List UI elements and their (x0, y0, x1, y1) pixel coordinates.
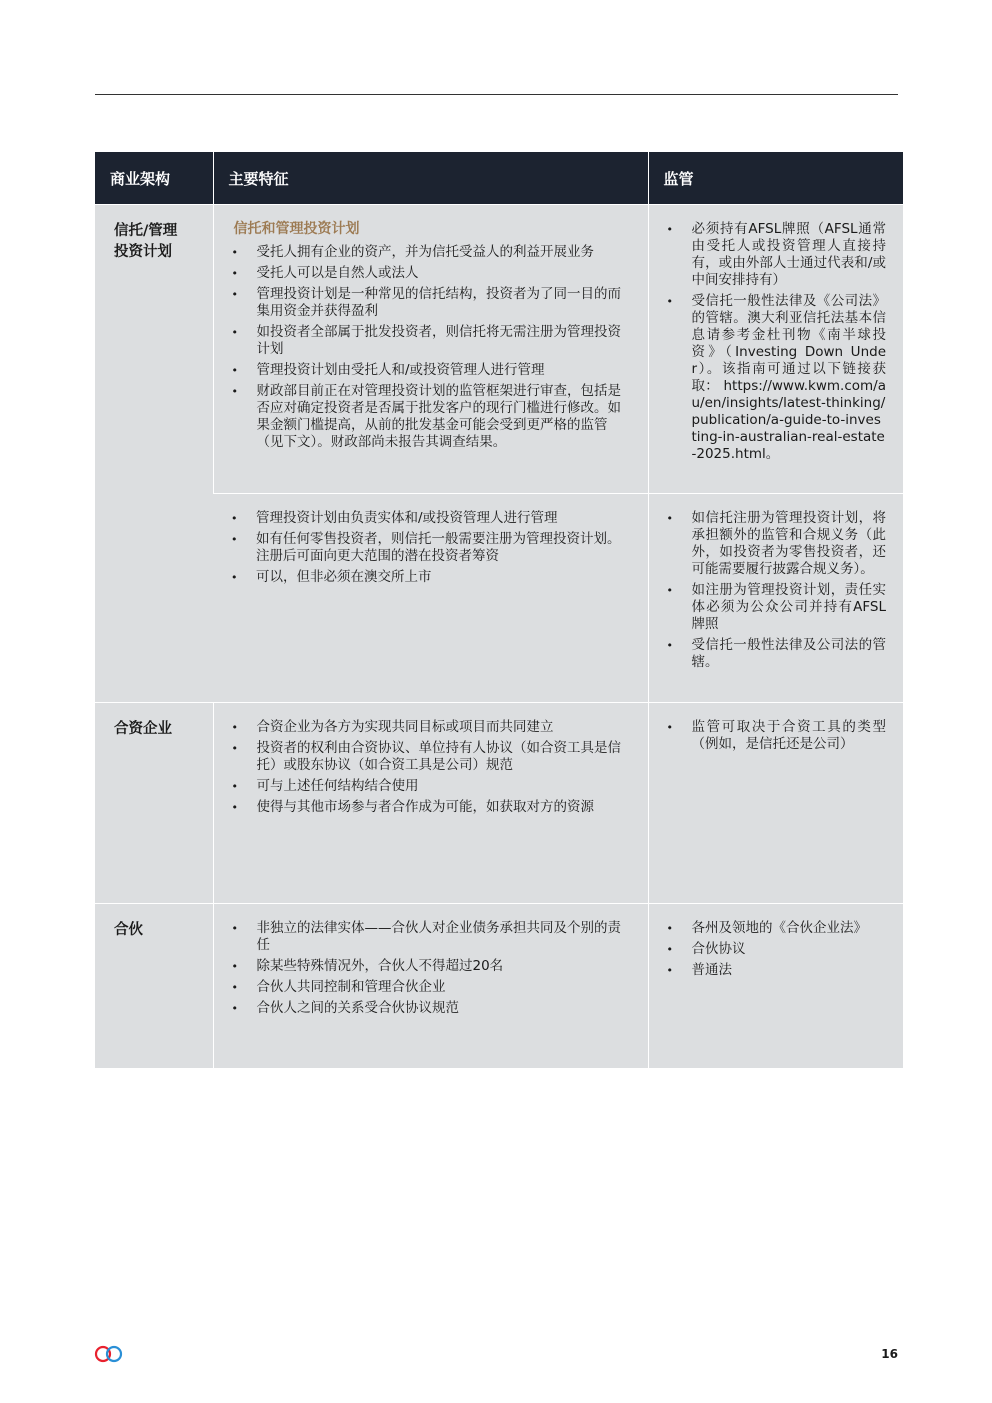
header-regulation: 监管 (648, 152, 903, 205)
list-item: • 财政部目前正在对管理投资计划的监管框架进行审查，包括是否应对确定投资者是否属于批发客户的现行门槛进行修改。如果金额门槛提高，从前的批发基金可能会受到更严格的监管（见下文）。财政部尚未报告其调查结果。 (232, 383, 632, 451)
header-structure: 商业架构 (95, 152, 213, 205)
table-row-partnership (95, 904, 903, 1068)
list-item: • 监管可取决于合资工具的类型（例如，是信托还是公司） (667, 719, 887, 753)
features-cell (213, 703, 648, 904)
list-item: • 非独立的法律实体——合伙人对企业债务承担共同及个别的责任 (232, 920, 632, 954)
features-cell (213, 494, 648, 703)
interlocking-rings-logo-icon (94, 1345, 124, 1363)
structure-label: 合资企业 (114, 721, 172, 737)
features-list (232, 244, 632, 451)
features-list (232, 920, 632, 1017)
sub-heading: 信托和管理投资计划 (233, 221, 360, 237)
structure-cell (95, 703, 213, 904)
table-row-trust (95, 205, 903, 494)
regulation-list (667, 510, 887, 671)
structure-cell (95, 904, 213, 1068)
list-item: • 投资者的权利由合资协议、单位持有人协议（如合资工具是信托）或股东协议（如合资工具是公司）规范 (232, 740, 632, 774)
structures-table (95, 152, 903, 1068)
list-item: • 管理投资计划是一种常见的信托结构，投资者为了同一目的而集用资金并获得盈利 (232, 286, 632, 320)
list-item: • 各州及领地的《合伙企业法》 (667, 920, 887, 937)
list-item: • 管理投资计划由负责实体和/或投资管理人进行管理 (231, 510, 632, 527)
regulation-list (667, 221, 887, 463)
list-item: • 必须持有AFSL牌照（AFSL通常由受托人或投资管理人直接持有，或由外部人士通过代表和/或中间安排持有） (667, 221, 887, 289)
table-row-jv (95, 703, 903, 904)
list-item: • 普通法 (667, 962, 887, 979)
list-item: • 受信托一般性法律及《公司法》的管辖。澳大利亚信托法基本信息请参考金杜刊物《南半球投资》（Investing Down Under）。该指南可通过以下链接获取： https://www.kwm.com/au/en/insights/latest-thinking/publication/a-guide-to-investing-in-australian-real-estate-2025.html。 (667, 293, 887, 463)
structure-label: 合伙 (114, 922, 143, 938)
list-item: • 如注册为管理投资计划，责任实体必须为公众公司并持有AFSL牌照 (667, 582, 887, 633)
list-item: • 合伙协议 (667, 941, 887, 958)
features-cell (213, 205, 648, 494)
list-item: • 受信托一般性法律及公司法的管辖。 (667, 637, 887, 671)
list-item: • 合资企业为各方为实现共同目标或项目而共同建立 (232, 719, 632, 736)
list-item: • 使得与其他市场参与者合作成为可能，如获取对方的资源 (232, 799, 632, 816)
list-item: • 管理投资计划由受托人和/或投资管理人进行管理 (232, 362, 632, 379)
regulation-cell (648, 205, 903, 494)
features-cell (213, 904, 648, 1068)
table-row-mis (95, 494, 903, 703)
regulation-cell (648, 494, 903, 703)
regulation-list (667, 719, 887, 753)
list-item: • 合伙人共同控制和管理合伙企业 (232, 979, 632, 996)
header-features: 主要特征 (213, 152, 648, 205)
list-item: • 如有任何零售投资者，则信托一般需要注册为管理投资计划。注册后可面向更大范围的潜在投资者筹资 (231, 531, 632, 565)
list-item: • 除某些特殊情况外，合伙人不得超过20名 (232, 958, 632, 975)
list-item: • 如投资者全部属于批发投资者，则信托将无需注册为管理投资计划 (232, 324, 632, 358)
regulation-cell (648, 703, 903, 904)
list-item: • 如信托注册为管理投资计划，将承担额外的监管和合规义务（此外，如投资者为零售投资者，还可能需要履行披露合规义务）。 (667, 510, 887, 578)
regulation-cell (648, 904, 903, 1068)
top-rule (95, 94, 898, 95)
regulation-list (667, 920, 887, 979)
list-item: • 可以，但非必须在澳交所上市 (231, 569, 632, 586)
features-list (231, 510, 632, 586)
features-list (232, 719, 632, 816)
structure-cell (95, 205, 213, 703)
structure-label: 信托/管理 投资计划 (114, 223, 178, 260)
page-number: 16 (881, 1347, 898, 1361)
list-item: • 合伙人之间的关系受合伙协议规范 (232, 1000, 632, 1017)
list-item: • 受托人拥有企业的资产，并为信托受益人的利益开展业务 (232, 244, 632, 261)
table-header-row (95, 152, 903, 205)
list-item: • 受托人可以是自然人或法人 (232, 265, 632, 282)
list-item: • 可与上述任何结构结合使用 (232, 778, 632, 795)
